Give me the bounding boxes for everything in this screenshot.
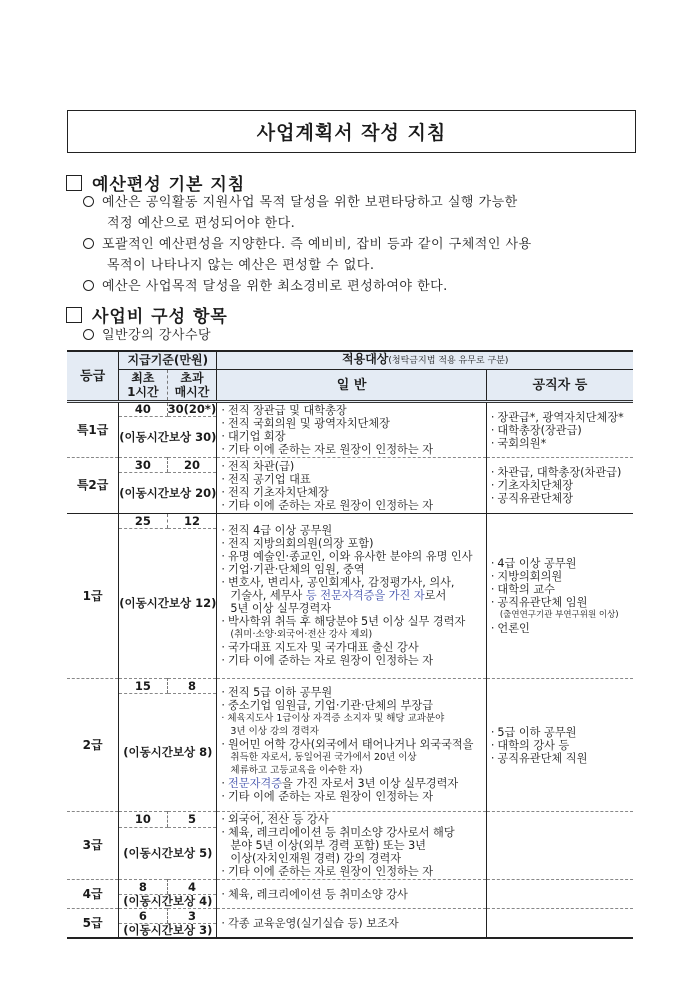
section-heading-project-cost-items: [66, 302, 228, 327]
cost-item-lecturer-fee: [83, 325, 653, 346]
table-row-grade5: [67, 909, 633, 924]
header-general: 일 반: [217, 370, 486, 402]
budget-guideline-item-1: [83, 192, 653, 234]
grade-cell: 1급: [82, 588, 103, 603]
general-targets: [217, 458, 486, 514]
public-target-item: · 대학의 강사 등: [491, 739, 629, 752]
public-target-item: · 공직유관단체장: [491, 492, 629, 505]
public-target-item: · 대학총장(장관급): [491, 424, 629, 437]
bullet-text: 포괄적인 예산편성을 지양한다. 즉 예비비, 잡비 등과 같이 구체적인 사용: [102, 237, 532, 252]
general-target-item-continued: 체류하고 고등교육을 이수한 자): [230, 764, 363, 776]
public-target-item: · 5급 이하 공무원: [491, 726, 629, 739]
public-targets: [486, 514, 633, 679]
general-target-item-continued: [221, 589, 481, 602]
header-pay-standard: 지급기준(만원): [119, 351, 217, 370]
general-target-item: · 대기업 회장: [221, 430, 481, 443]
header-extra-hour-line2: 매시간: [174, 385, 210, 399]
public-target-item: · 차관급, 대학총장(차관급): [491, 466, 629, 479]
first-hour-amount: 40: [119, 402, 167, 417]
extra-hour-amount: 30(20*): [167, 402, 217, 416]
general-target-item: · 변호사, 변리사, 공인회계사, 감정평가사, 의사,: [221, 576, 481, 589]
public-target-item: · 국회의원*: [491, 437, 629, 450]
grade-cell: 3급: [82, 838, 103, 852]
public-target-item: · 대학의 교수: [491, 583, 629, 596]
table-row-special1: [67, 402, 633, 417]
public-targets: [486, 880, 633, 909]
general-target-item: · 기타 이에 준하는 자로 원장이 인정하는 자: [221, 499, 481, 512]
bullet-text-continued: 적정 예산으로 편성되어야 한다.: [107, 216, 296, 231]
travel-compensation: (이동시간보상 12): [119, 529, 217, 679]
table-row-grade4: [67, 880, 633, 895]
header-public: 공직자 등: [486, 370, 633, 402]
general-target-note: (취미·소양·외국어·전산 강사 제외): [230, 628, 373, 640]
travel-compensation: (이동시간보상 3): [119, 924, 217, 939]
bullet-text-continued: 목적이 나타나지 않는 예산은 편성할 수 없다.: [107, 258, 375, 273]
header-target-label: 적용대상: [342, 352, 389, 366]
section-heading-text: 사업비 구성 항목: [92, 307, 228, 327]
extra-hour-amount: 3: [167, 909, 217, 924]
public-target-item: · 공직유관단체 직원: [491, 752, 629, 765]
checkbox-square-icon: [66, 307, 82, 323]
grade-cell: 특2급: [76, 478, 109, 492]
general-target-item: · 전직 5급 이하 공무원: [221, 686, 481, 699]
extra-hour-amount: 4: [167, 880, 217, 895]
checkbox-square-icon: [66, 175, 82, 191]
general-target-item: · 체육지도사 1급이상 자격증 소지자 및 해당 교과분야: [221, 712, 481, 725]
header-first-hour-line1: 최초: [131, 371, 155, 385]
header-grade: 등급: [67, 351, 119, 402]
general-target-item: · 전직 4급 이상 공무원: [221, 524, 481, 537]
public-target-item: · 기초자치단체장: [491, 479, 629, 492]
header-first-hour-line2: 1시간: [127, 385, 159, 399]
travel-compensation: (이동시간보상 4): [119, 895, 217, 909]
travel-compensation: (이동시간보상 5): [119, 827, 217, 879]
circle-bullet-icon: [83, 238, 94, 249]
general-targets: [217, 514, 486, 679]
general-target-item: · 기타 이에 준하는 자로 원장이 인정하는 자: [221, 865, 481, 878]
extra-hour-amount: 12: [167, 514, 217, 529]
general-target-item: · 국가대표 지도자 및 국가대표 출신 강사: [221, 641, 481, 654]
table-row-special2: [67, 458, 633, 473]
lecturer-fee-table: [67, 350, 633, 939]
general-targets: [217, 880, 486, 909]
first-hour-amount: 30: [119, 458, 167, 473]
public-targets: [486, 812, 633, 880]
bullet-text: 일반강의 강사수당: [102, 328, 212, 343]
public-target-item: · 언론인: [491, 622, 629, 635]
public-target-item: · 4급 이상 공무원: [491, 557, 629, 570]
public-targets: [486, 679, 633, 812]
extra-hour-amount: 8: [167, 679, 217, 694]
extra-hour-amount: 5: [167, 812, 217, 828]
highlighted-text: 등 전문자격증을 가진 자: [305, 588, 425, 602]
general-targets: [217, 909, 486, 939]
header-target-note: (청탁금지법 적용 유무로 구분): [388, 356, 509, 366]
circle-bullet-icon: [83, 196, 94, 207]
document-title: 사업계획서 작성 지침: [67, 110, 636, 153]
general-target-item: · 전직 기초자치단체장: [221, 486, 481, 499]
general-target-item-continued: 5년 이상 실무경력자: [230, 601, 332, 615]
text-segment: 기술사, 세무사: [230, 588, 303, 602]
public-target-note: (출연연구기관 부연구위원 이상): [499, 610, 619, 620]
public-targets: [486, 402, 633, 458]
travel-compensation: (이동시간보상 8): [119, 694, 217, 812]
general-target-item: · 기타 이에 준하는 자로 원장이 인정하는 자: [221, 443, 481, 456]
first-hour-amount: 25: [119, 514, 167, 529]
bullet-text: 예산은 사업목적 달성을 위한 최소경비로 편성하여야 한다.: [102, 279, 448, 294]
general-targets: [217, 812, 486, 880]
general-target-item-continued: 취득한 자로서, 동일어권 국가에서 20년 이상: [230, 751, 417, 763]
first-hour-amount: 6: [119, 909, 167, 924]
general-target-item: · 전직 국회의원 및 광역자치단체장: [221, 417, 481, 430]
table-row-grade3: [67, 812, 633, 828]
first-hour-amount: 15: [119, 679, 167, 694]
general-target-item: · 전직 지방의회의원(의장 포함): [221, 537, 481, 550]
header-extra-hour-line1: 초과: [180, 371, 204, 385]
general-targets: [217, 679, 486, 812]
general-target-item: · 외국어, 전산 등 강사: [221, 813, 481, 826]
first-hour-amount: 10: [119, 812, 167, 828]
highlighted-text: 전문자격증: [227, 776, 282, 790]
text-segment: 을 가진 자로서 3년 이상 실무경력자: [282, 776, 459, 790]
public-targets: [486, 458, 633, 514]
general-target-item: · 중소기업 임원급, 기업·기관·단체의 부장급: [221, 699, 481, 712]
general-target-item: · 박사학위 취득 후 해당분야 5년 이상 실무 경력자: [221, 615, 481, 628]
grade-cell: 5급: [67, 909, 119, 939]
general-target-item: · 유명 예술인·종교인, 이와 유사한 분야의 유명 인사: [221, 550, 481, 563]
general-target-item-continued: 분야 5년 이상(외부 경력 포함) 또는 3년: [230, 839, 426, 852]
public-target-item: · 공직유관단체 임원: [491, 596, 629, 609]
public-target-item: · 장관급*, 광역자치단체장*: [491, 411, 629, 424]
grade-cell: 특1급: [76, 422, 109, 437]
text-segment: 로서: [424, 588, 447, 602]
header-first-hour: [119, 370, 167, 402]
general-targets: [217, 402, 486, 458]
first-hour-amount: 8: [119, 880, 167, 895]
general-target-item: · 체육, 레크리에이션 등 취미소양 강사로서 해당: [221, 826, 481, 839]
general-target-item: · 기업·기관·단체의 임원, 중역: [221, 563, 481, 576]
general-target-item: · 전직 공기업 대표: [221, 473, 481, 486]
bullet-text: 예산은 공익활동 지원사업 목적 달성을 위한 보편타당하고 실행 가능한: [102, 195, 518, 210]
general-target-item: · 원어민 어학 강사(외국에서 태어나거나 외국국적을: [221, 738, 481, 751]
grade-cell: 4급: [82, 886, 103, 901]
general-target-item: · 각종 교육운영(실기실습 등) 보조자: [221, 917, 481, 930]
circle-bullet-icon: [83, 329, 94, 340]
public-targets: [486, 909, 633, 939]
general-target-item: · 기타 이에 준하는 자로 원장이 인정하는 자: [221, 790, 481, 803]
table-row-grade1: [67, 514, 633, 529]
general-target-item: · 체육, 레크리에이션 등 취미소양 강사: [221, 888, 481, 901]
general-target-item-continued: 이상(자치인재원 경력) 강의 경력자: [230, 852, 402, 865]
extra-hour-amount: 20: [167, 458, 217, 473]
general-target-item: · 전직 장관급 및 대학총장: [221, 404, 481, 417]
public-target-item: · 지방의회의원: [491, 570, 629, 583]
grade-cell: 2급: [82, 737, 103, 752]
general-target-item: · 전직 차관(급): [221, 460, 481, 473]
travel-compensation: (이동시간보상 20): [119, 473, 217, 514]
table-row-grade2: [67, 679, 633, 694]
section-heading-text: 예산편성 기본 지침: [92, 175, 246, 195]
circle-bullet-icon: [83, 280, 94, 291]
header-extra-hour: [167, 370, 217, 402]
general-target-item-continued: 3년 이상 강의 경력자: [230, 725, 319, 737]
travel-compensation: (이동시간보상 30): [119, 417, 217, 458]
header-target: [217, 351, 633, 370]
budget-guideline-item-2: [83, 234, 653, 276]
budget-guideline-item-3: [83, 276, 653, 297]
general-target-item: · 기타 이에 준하는 자로 원장이 인정하는 자: [221, 654, 481, 667]
general-target-item: [221, 777, 481, 790]
